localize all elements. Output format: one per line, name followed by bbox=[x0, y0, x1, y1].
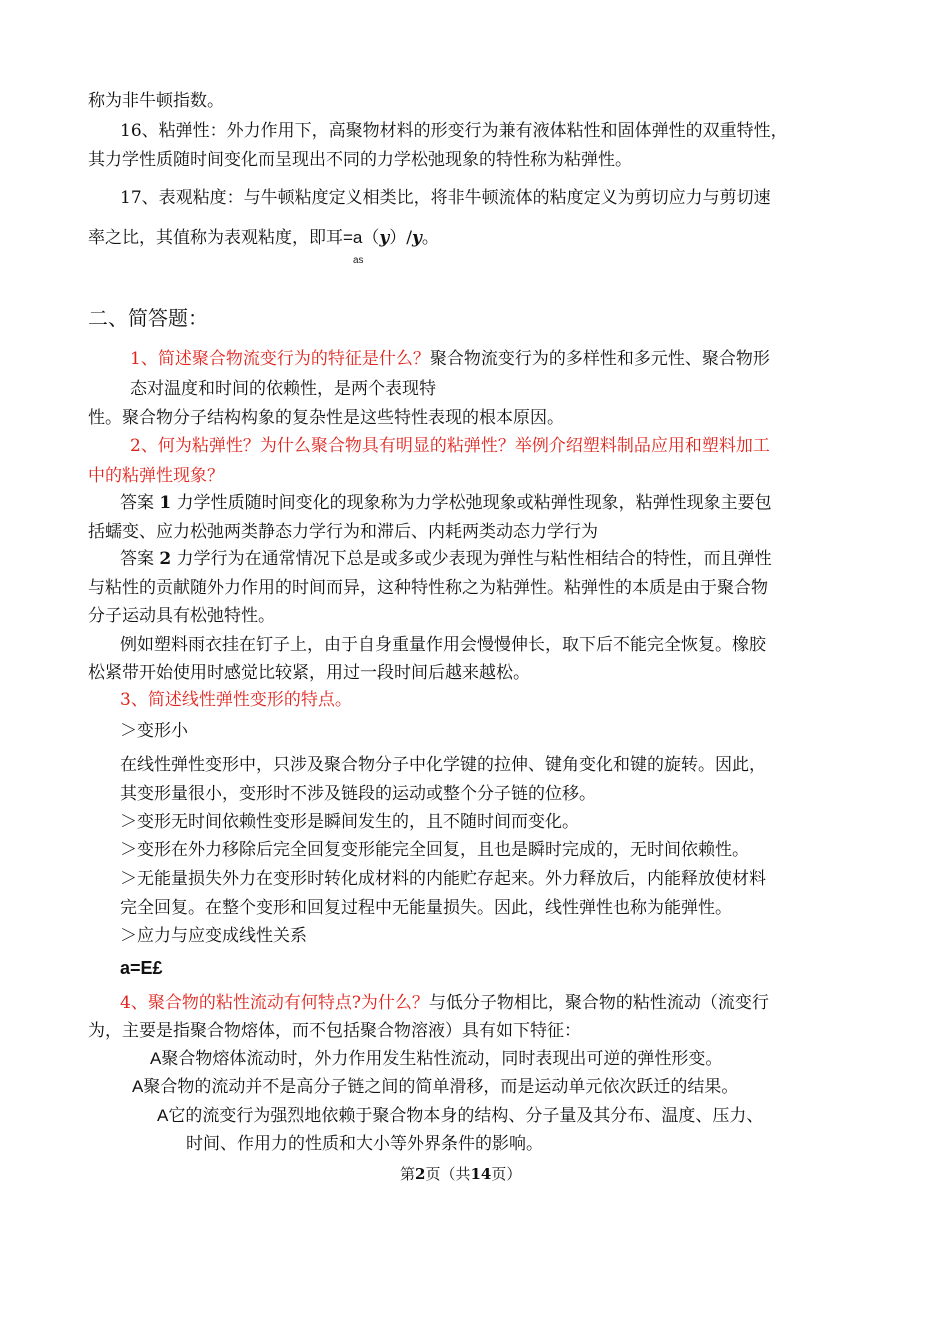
text-line: 性。聚合物分子结构构象的复杂性是这些特性表现的根本原因。 bbox=[88, 408, 564, 428]
formula-line bbox=[88, 226, 439, 250]
answer-label: 答案 bbox=[120, 493, 154, 513]
text-line: 例如塑料雨衣挂在钉子上，由于自身重量作用会慢慢伸长，取下后不能完全恢复。橡胶 bbox=[120, 635, 766, 655]
list-text: 聚合物熔体流动时，外力作用发生粘性流动，同时表现出可逆的弹性形变。 bbox=[161, 1049, 723, 1069]
page-footer bbox=[400, 1162, 521, 1186]
text-line: 分子运动具有松弛特性。 bbox=[88, 606, 275, 626]
text-line: 为，主要是指聚合物熔体，而不包括聚合物溶液）具有如下特征： bbox=[88, 1021, 581, 1041]
formula-subscript: as bbox=[353, 255, 364, 266]
answer-text: 聚合物流变行为的多样性和多元性、聚合物形 bbox=[429, 349, 770, 369]
answer-number: 2 bbox=[159, 549, 172, 569]
text-line: 括蠕变、应力松弛两类静态力学行为和滞后、内耗两类动态力学行为 bbox=[88, 522, 598, 542]
text-line: 与粘性的贡献随外力作用的时间而异，这种特性称之为粘弹性。粘弹性的本质是由于聚合物 bbox=[88, 578, 768, 598]
text-line: 松紧带开始使用时感觉比较紧，用过一段时间后越来越松。 bbox=[88, 663, 530, 683]
answer-text: 与低分子物相比，聚合物的粘性流动（流变行 bbox=[428, 993, 769, 1013]
answer-label: 答案 bbox=[120, 549, 154, 569]
list-item bbox=[150, 1047, 722, 1071]
list-marker: A bbox=[157, 1106, 169, 1125]
text-segment: 率之比，其值称为表观粘度，即 bbox=[88, 228, 326, 248]
bullet-item: ＞无能量损失外力在变形时转化成材料的内能贮存起来。外力释放后，内能释放使材料 bbox=[120, 869, 766, 889]
footer-text: 第 bbox=[400, 1165, 416, 1183]
question-title: 1、简述聚合物流变行为的特征是什么？ bbox=[130, 349, 430, 369]
list-marker: A bbox=[132, 1077, 144, 1096]
list-text: 它的流变行为强烈地依赖于聚合物本身的结构、分子量及其分布、温度、压力、 bbox=[168, 1106, 764, 1126]
text-line: 在线性弹性变形中，只涉及聚合物分子中化学键的拉伸、键角变化和键的旋转。因此， bbox=[120, 755, 766, 775]
list-item bbox=[132, 1075, 738, 1099]
answer-number: 1 bbox=[159, 493, 172, 513]
text-line: 17、表观粘度：与牛顿粘度定义相类比，将非牛顿流体的粘度定义为剪切应力与剪切速 bbox=[120, 188, 771, 208]
text-line: 其变形量很小，变形时不涉及链段的运动或整个分子链的位移。 bbox=[120, 784, 596, 804]
text-line: 其力学性质随时间变化而呈现出不同的力学松弛现象的特性称为粘弹性。 bbox=[88, 150, 632, 170]
question-title: 中的粘弹性现象？ bbox=[88, 466, 224, 486]
list-text: 聚合物的流动并不是高分子链之间的简单滑移，而是运动单元依次跃迁的结果。 bbox=[143, 1077, 739, 1097]
question-title: 2、何为粘弹性？为什么聚合物具有明显的粘弹性？举例介绍塑料制品应用和塑料加工 bbox=[130, 436, 770, 456]
text-line: 完全回复。在整个变形和回复过程中无能量损失。因此，线性弹性也称为能弹性。 bbox=[120, 898, 732, 918]
formula: a=E£ bbox=[120, 958, 163, 978]
formula-text: ）/ bbox=[389, 228, 413, 248]
footer-text: 页（共 bbox=[425, 1165, 471, 1183]
answer-line bbox=[120, 547, 772, 571]
bullet-item: ＞变形小 bbox=[120, 721, 188, 741]
question-title: 3、简述线性弹性变形的特点。 bbox=[120, 690, 352, 710]
formula-symbol: y bbox=[412, 228, 422, 248]
answer-text: 力学性质随时间变化的现象称为力学松弛现象或粘弹性现象，粘弹性现象主要包 bbox=[176, 493, 772, 513]
text-line: 16、粘弹性：外力作用下，高聚物材料的形变行为兼有液体粘性和固体弹性的双重特性， bbox=[120, 121, 788, 141]
question-line bbox=[130, 347, 770, 371]
footer-text: 页） bbox=[491, 1165, 522, 1183]
bullet-item: ＞变形在外力移除后完全回复变形能完全回复，且也是瞬时完成的，无时间依赖性。 bbox=[120, 840, 749, 860]
list-item bbox=[157, 1104, 763, 1128]
question-line bbox=[120, 991, 769, 1015]
question-title: 4、聚合物的粘性流动有何特点?为什么？ bbox=[120, 993, 429, 1013]
formula-symbol: y bbox=[379, 228, 390, 248]
answer-text: 力学行为在通常情况下总是或多或少表现为弹性与粘性相结合的特性，而且弹性 bbox=[176, 549, 772, 569]
answer-line bbox=[120, 491, 772, 515]
text-line: 态对温度和时间的依赖性，是两个表现特 bbox=[130, 379, 436, 399]
list-marker: A bbox=[150, 1049, 162, 1068]
bullet-item: ＞变形无时间依赖性变形是瞬间发生的，且不随时间而变化。 bbox=[120, 812, 579, 832]
section-heading: 二、简答题： bbox=[88, 306, 208, 330]
bullet-item: ＞应力与应变成线性关系 bbox=[120, 926, 307, 946]
text-line: 时间、作用力的性质和大小等外界条件的影响。 bbox=[186, 1134, 543, 1154]
formula-text: 耳=a（ bbox=[326, 228, 380, 247]
text-segment: 。 bbox=[421, 228, 439, 248]
page-number: 2 bbox=[415, 1165, 426, 1183]
page-total: 14 bbox=[470, 1165, 492, 1183]
text-line: 称为非牛顿指数。 bbox=[88, 91, 224, 111]
